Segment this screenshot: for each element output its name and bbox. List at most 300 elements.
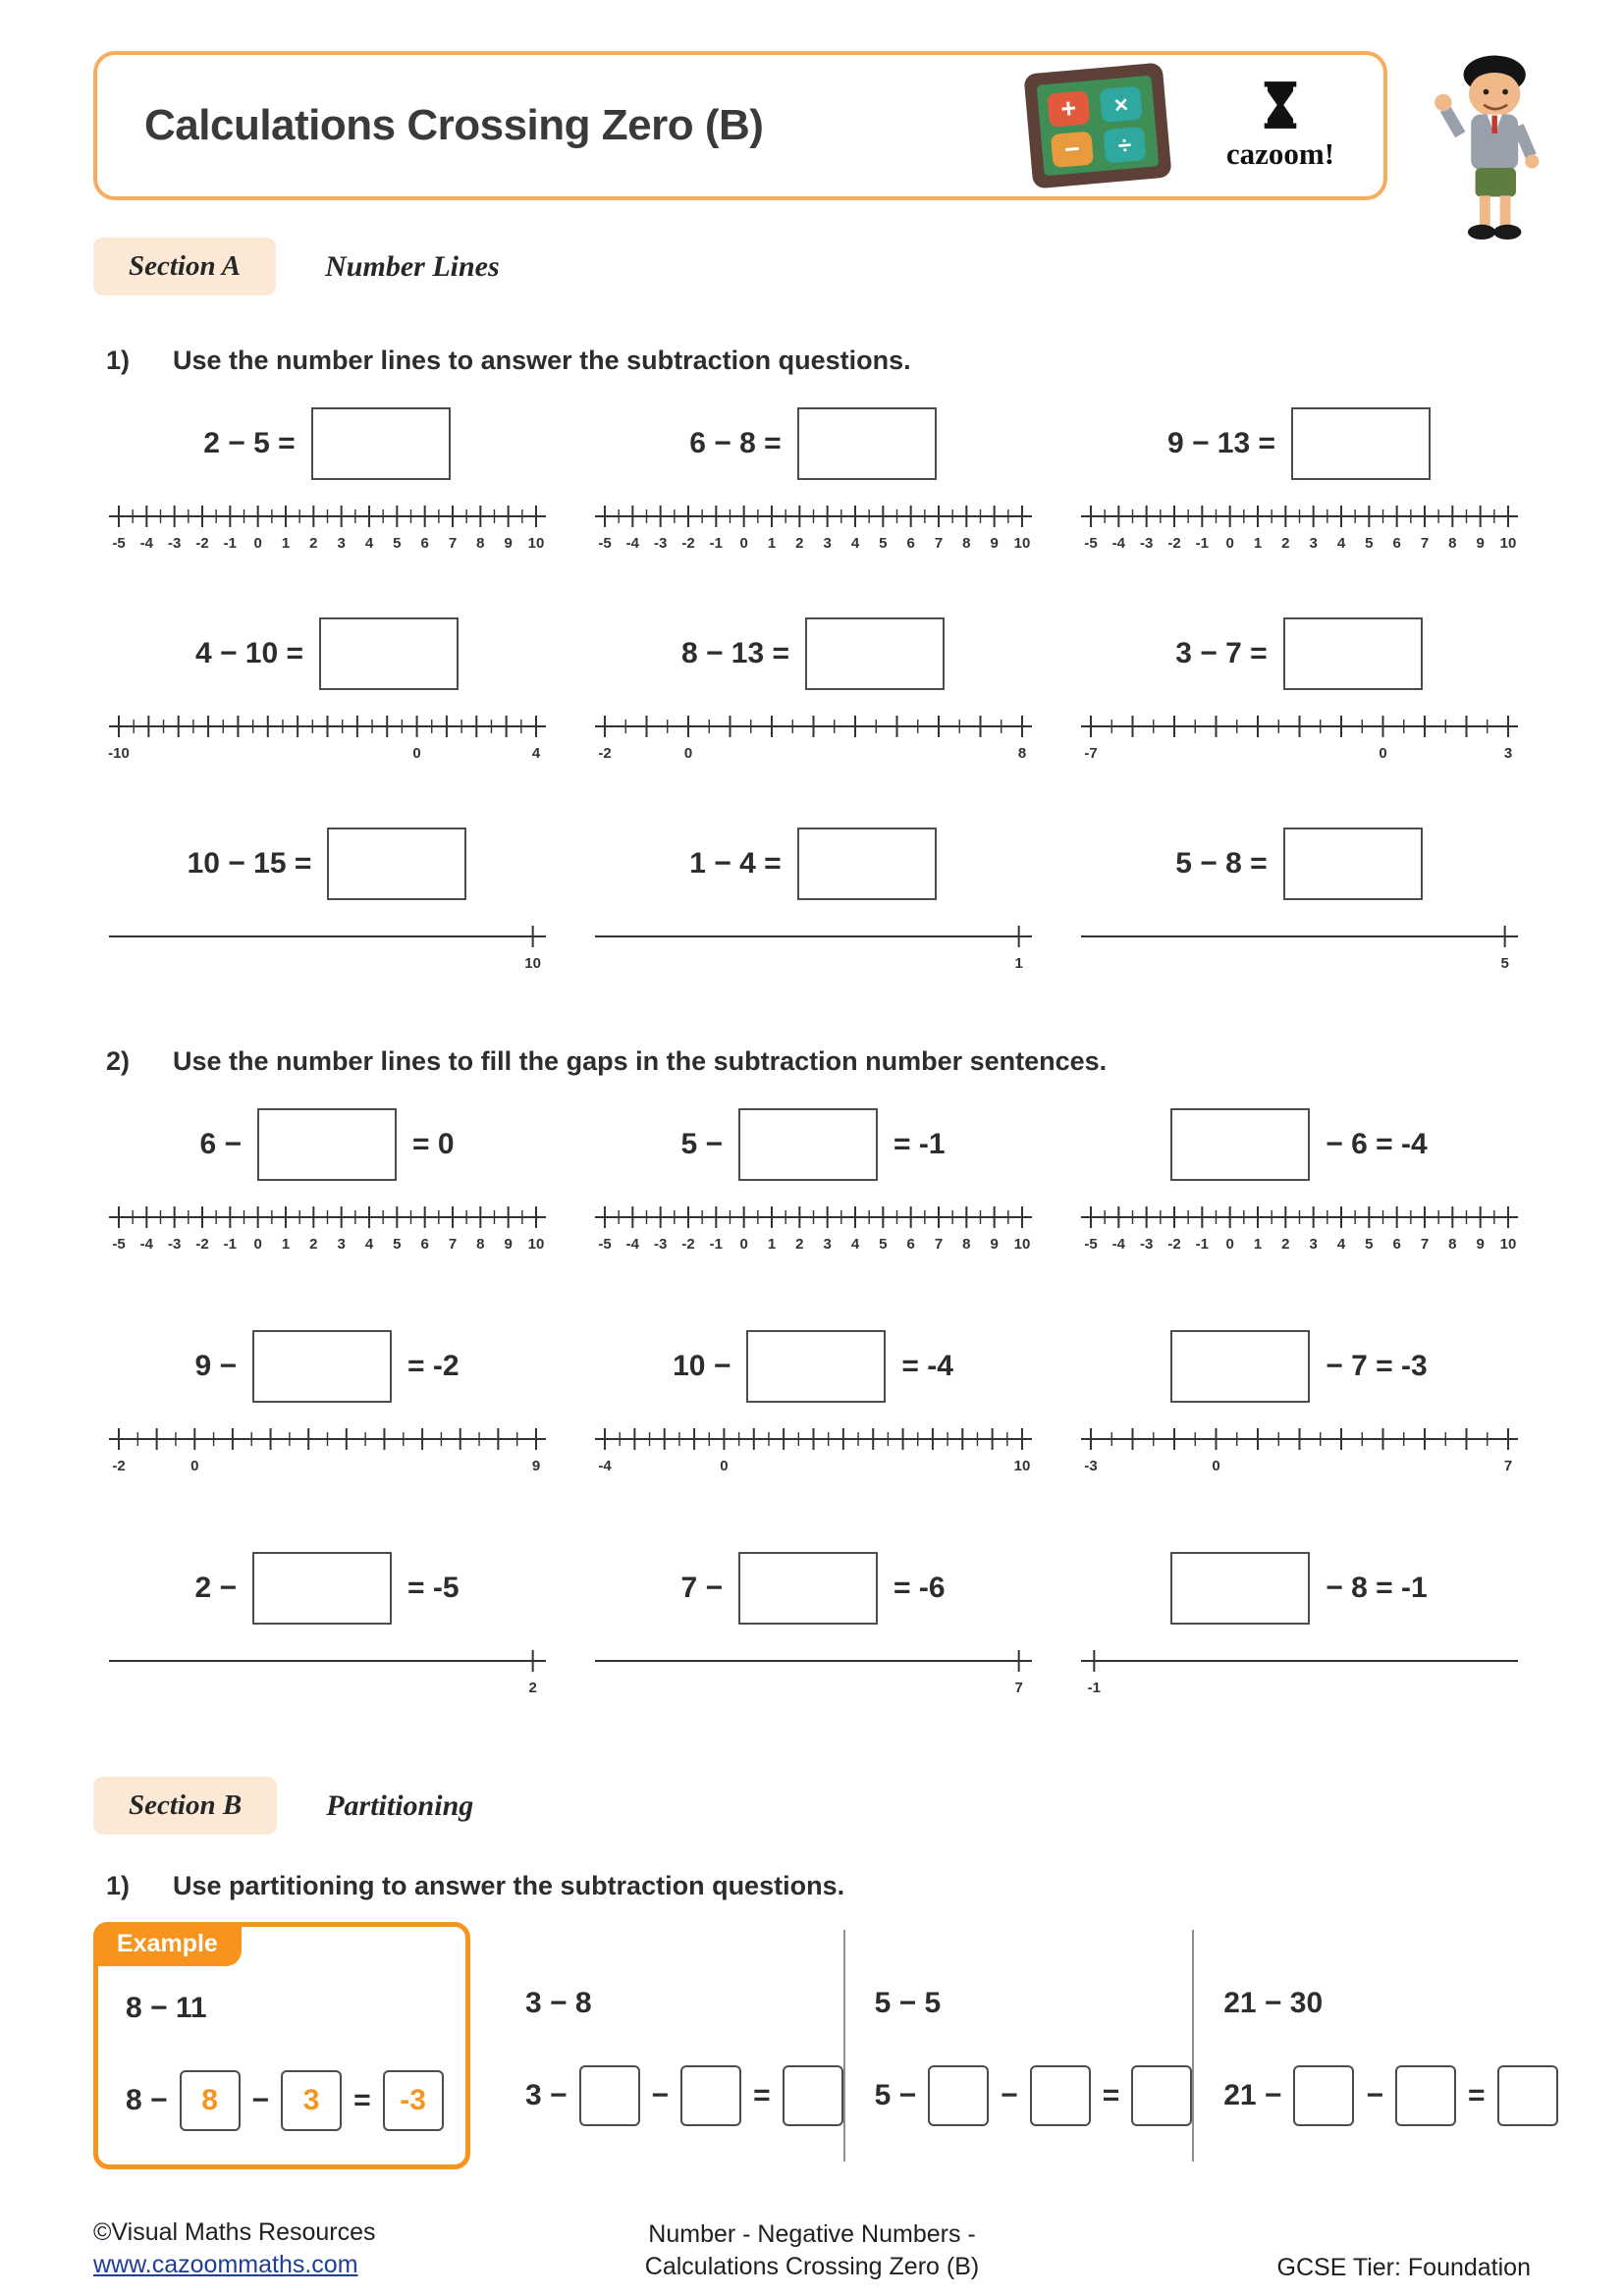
number-line (595, 1645, 1032, 1706)
equation-row (592, 1549, 1034, 1628)
partition-box[interactable] (281, 2070, 342, 2131)
question-text: Use partitioning to answer the subtraction questions. (173, 1871, 845, 1900)
svg-text:-1: -1 (1195, 535, 1209, 552)
svg-text:8: 8 (1447, 535, 1457, 552)
section-a-q2-grid (106, 1105, 1520, 1771)
svg-text:3: 3 (1503, 745, 1512, 762)
answer-box[interactable] (1283, 617, 1423, 690)
svg-text:0: 0 (252, 535, 262, 552)
section-b-header (93, 1777, 473, 1835)
partition-lead-text: 5 − (874, 2079, 917, 2111)
svg-text:3: 3 (1308, 535, 1318, 552)
svg-text:-3: -3 (653, 535, 667, 552)
equation-text: 5 − (680, 1128, 723, 1160)
partition-lead-text: 3 − (525, 2079, 568, 2111)
svg-text:-1: -1 (709, 1236, 723, 1253)
operator-text: = (1467, 2079, 1486, 2111)
svg-text:-5: -5 (1083, 535, 1098, 552)
partition-box[interactable] (1497, 2065, 1558, 2126)
gap-fill-problem (592, 1327, 1034, 1484)
svg-text:10: 10 (527, 1236, 544, 1253)
answer-box[interactable] (252, 1330, 392, 1403)
partition-problems (496, 1922, 1558, 2169)
equation-text: 8 − 13 = (680, 637, 790, 669)
number-line-wrap (1078, 711, 1520, 772)
boy-character-illustration (1428, 49, 1557, 263)
question-text: Use the number lines to fill the gaps in the subtraction number sentences. (173, 1046, 1108, 1076)
svg-text:-4: -4 (1111, 535, 1125, 552)
answer-box[interactable] (738, 1108, 878, 1181)
subtraction-problem (1078, 614, 1520, 772)
svg-text:9: 9 (989, 1236, 999, 1253)
answer-box[interactable] (327, 828, 466, 900)
svg-text:9: 9 (1475, 535, 1485, 552)
partition-box[interactable] (783, 2065, 843, 2126)
equation-text: 5 − 8 = (1175, 847, 1268, 880)
svg-text:-2: -2 (680, 1236, 695, 1253)
svg-text:4: 4 (364, 1236, 373, 1253)
svg-text:5: 5 (1364, 1236, 1374, 1253)
numberline-problem-row (106, 1549, 1520, 1706)
svg-text:-4: -4 (1111, 1236, 1125, 1253)
equation-text: 9 − (194, 1350, 237, 1382)
svg-text:5: 5 (1499, 955, 1509, 972)
svg-text:-3: -3 (1139, 1236, 1153, 1253)
svg-text:8: 8 (961, 1236, 971, 1253)
equation-text: 9 − 13 = (1166, 427, 1276, 459)
number-line-wrap (1078, 1645, 1520, 1706)
svg-text:-10: -10 (107, 745, 130, 762)
answer-box[interactable] (311, 407, 451, 480)
svg-text:0: 0 (1211, 1458, 1220, 1474)
operator-text: = (753, 2079, 771, 2111)
equation-row (106, 1327, 548, 1406)
answer-box[interactable] (319, 617, 459, 690)
number-line-wrap (1078, 921, 1520, 982)
answer-box[interactable] (797, 407, 937, 480)
partition-value: 3 (302, 2084, 320, 2116)
equation-text: 1 − 4 = (689, 847, 782, 880)
svg-text:6: 6 (905, 1236, 915, 1253)
number-line (595, 711, 1032, 772)
number-line (595, 1423, 1032, 1484)
svg-text:0: 0 (252, 1236, 262, 1253)
svg-text:7: 7 (1013, 1680, 1023, 1696)
tier-label: GCSE Tier: Foundation (1276, 2254, 1531, 2281)
partition-working-line (525, 2065, 843, 2126)
operator-text: = (1102, 2079, 1120, 2111)
svg-text:10: 10 (1013, 1236, 1030, 1253)
svg-text:0: 0 (189, 1458, 198, 1474)
equation-row (1078, 404, 1520, 483)
svg-text:0: 0 (1378, 745, 1387, 762)
answer-box[interactable] (746, 1330, 886, 1403)
svg-text:8: 8 (475, 535, 485, 552)
numberline-problem-row (106, 614, 1520, 772)
equation-row (1078, 1327, 1520, 1406)
partition-problem (496, 1922, 843, 2169)
operator-text: − (651, 2079, 670, 2111)
equation-text: 2 − 5 = (203, 427, 296, 459)
partition-problem-title: 5 − 5 (874, 1987, 942, 2019)
partition-section (93, 1922, 1531, 2169)
cazoom-logo-text: cazoom! (1225, 135, 1335, 171)
svg-text:6: 6 (1391, 535, 1401, 552)
svg-text:-3: -3 (653, 1236, 667, 1253)
svg-text:5: 5 (878, 1236, 888, 1253)
svg-text:9: 9 (503, 535, 513, 552)
equation-row (106, 614, 548, 693)
svg-text:2: 2 (308, 535, 318, 552)
gap-fill-problem (1078, 1105, 1520, 1262)
number-line-wrap (592, 1645, 1034, 1706)
svg-text:-2: -2 (1166, 1236, 1181, 1253)
question-a2 (106, 1046, 1107, 1077)
svg-text:3: 3 (822, 1236, 832, 1253)
subtraction-problem (592, 614, 1034, 772)
partition-problem-title: 21 − 30 (1223, 1987, 1324, 2019)
subtraction-problem (592, 825, 1034, 982)
equals-operator: = (353, 2084, 371, 2116)
equation-row (592, 614, 1034, 693)
worksheet-title: Calculations Crossing Zero (B) (144, 101, 764, 149)
equation-row (1078, 825, 1520, 903)
example-lead-text: 8 − (126, 2084, 168, 2116)
subtraction-problem (106, 614, 548, 772)
subtraction-problem (106, 404, 548, 561)
equation-text: = -2 (407, 1350, 460, 1382)
answer-box[interactable] (257, 1108, 397, 1181)
number-line-wrap (592, 501, 1034, 561)
number-line (595, 1201, 1032, 1262)
number-line (1081, 1423, 1518, 1484)
svg-text:-5: -5 (111, 1236, 126, 1253)
number-line (1081, 1645, 1518, 1706)
section-b-title: Partitioning (326, 1789, 474, 1822)
gap-fill-problem (592, 1105, 1034, 1262)
svg-text:4: 4 (850, 1236, 859, 1253)
equation-row (106, 1105, 548, 1184)
equation-text: 2 − (194, 1572, 237, 1604)
svg-text:7: 7 (448, 535, 457, 552)
svg-text:4: 4 (364, 535, 373, 552)
answer-box[interactable] (1291, 407, 1431, 480)
svg-text:5: 5 (392, 535, 402, 552)
section-b-label: Section B (93, 1777, 277, 1835)
gap-fill-problem (106, 1549, 548, 1706)
number-line-wrap (592, 921, 1034, 982)
subtraction-problem (1078, 404, 1520, 561)
topic-line-2: Calculations Crossing Zero (B) (644, 2252, 980, 2280)
number-line-wrap (1078, 501, 1520, 561)
number-line-wrap (592, 711, 1034, 772)
svg-text:-2: -2 (194, 1236, 209, 1253)
number-line (595, 501, 1032, 561)
svg-text:2: 2 (794, 535, 804, 552)
page-footer (93, 2216, 1531, 2283)
equation-text: = 0 (412, 1128, 455, 1160)
gap-fill-problem (106, 1327, 548, 1484)
svg-text:-5: -5 (111, 535, 126, 552)
svg-text:8: 8 (1447, 1236, 1457, 1253)
number-line (109, 711, 546, 772)
cazoom-website-link[interactable]: www.cazoommaths.com (93, 2251, 358, 2279)
partition-box[interactable] (383, 2070, 444, 2131)
subtraction-problem (1078, 825, 1520, 982)
svg-text:3: 3 (336, 535, 346, 552)
svg-text:+: + (1059, 92, 1078, 125)
svg-text:-2: -2 (1166, 535, 1181, 552)
svg-text:9: 9 (989, 535, 999, 552)
svg-text:10: 10 (1013, 535, 1030, 552)
partition-box[interactable] (1293, 2065, 1354, 2126)
svg-text:1: 1 (767, 1236, 776, 1253)
answer-box[interactable] (738, 1552, 878, 1625)
svg-text:7: 7 (934, 1236, 943, 1253)
svg-text:7: 7 (934, 535, 943, 552)
svg-text:9: 9 (1475, 1236, 1485, 1253)
number-line (109, 1423, 546, 1484)
svg-text:-4: -4 (625, 535, 639, 552)
svg-text:10: 10 (1499, 535, 1516, 552)
svg-text:÷: ÷ (1116, 132, 1133, 160)
minus-operator: − (251, 2084, 270, 2116)
svg-text:-2: -2 (597, 745, 612, 762)
equation-text: = -4 (901, 1350, 953, 1382)
subtraction-problem (592, 404, 1034, 561)
partition-problem (1194, 1922, 1557, 2169)
svg-text:0: 0 (411, 745, 421, 762)
equation-text: = -5 (407, 1572, 460, 1604)
svg-text:-4: -4 (139, 535, 153, 552)
partition-problem-title: 3 − 8 (525, 1987, 592, 2019)
footer-credit-block (93, 2216, 572, 2283)
svg-text:−: − (1062, 133, 1082, 165)
partition-value: 8 (201, 2084, 218, 2116)
example-box (93, 1922, 470, 2169)
section-a-title: Number Lines (325, 249, 500, 283)
gap-fill-problem (106, 1105, 548, 1262)
number-line (109, 501, 546, 561)
question-number: 1) (106, 1871, 131, 1900)
operator-text: − (1366, 2079, 1383, 2111)
svg-text:1: 1 (281, 1236, 290, 1253)
svg-text:-1: -1 (709, 535, 723, 552)
svg-text:-3: -3 (167, 535, 181, 552)
svg-text:-3: -3 (1139, 535, 1153, 552)
gap-fill-problem (1078, 1327, 1520, 1484)
svg-text:-7: -7 (1083, 745, 1098, 762)
equation-text: = -6 (893, 1572, 946, 1604)
subtraction-problem (106, 825, 548, 982)
hourglass-icon (1259, 80, 1302, 134)
svg-text:-5: -5 (597, 535, 612, 552)
answer-box[interactable] (805, 617, 945, 690)
partition-box[interactable] (1131, 2065, 1192, 2126)
equation-text: 6 − 8 = (689, 427, 782, 459)
partition-value: -3 (400, 2084, 426, 2116)
svg-text:1: 1 (281, 535, 290, 552)
svg-text:3: 3 (336, 1236, 346, 1253)
partition-working-line (1223, 2065, 1557, 2126)
svg-text:-3: -3 (1083, 1458, 1098, 1474)
partition-box[interactable] (180, 2070, 241, 2131)
svg-text:-2: -2 (194, 535, 209, 552)
svg-text:5: 5 (878, 535, 888, 552)
question-number: 1) (106, 346, 131, 375)
answer-box[interactable] (1170, 1108, 1310, 1181)
equation-text: 6 − (199, 1128, 242, 1160)
svg-text:2: 2 (1280, 535, 1290, 552)
svg-text:8: 8 (961, 535, 971, 552)
svg-text:6: 6 (1391, 1236, 1401, 1253)
svg-text:0: 0 (1224, 535, 1234, 552)
numberline-problem-row (106, 1105, 1520, 1262)
svg-text:7: 7 (448, 1236, 457, 1253)
number-line (595, 921, 1032, 982)
svg-text:-2: -2 (111, 1458, 126, 1474)
svg-text:10: 10 (527, 535, 544, 552)
number-line-wrap (592, 1201, 1034, 1262)
svg-text:4: 4 (850, 535, 859, 552)
svg-text:-5: -5 (597, 1236, 612, 1253)
equation-row (106, 825, 548, 903)
example-problem-title: 8 − 11 (126, 1992, 207, 2024)
equation-text: 10 − (673, 1350, 731, 1382)
operator-text: − (1001, 2079, 1018, 2111)
partition-working-line (875, 2065, 1193, 2126)
svg-text:9: 9 (503, 1236, 513, 1253)
svg-text:0: 0 (719, 1458, 729, 1474)
equation-text: 3 − 7 = (1175, 637, 1268, 669)
svg-text:2: 2 (527, 1680, 537, 1696)
svg-text:-2: -2 (680, 535, 695, 552)
svg-text:2: 2 (1280, 1236, 1290, 1253)
svg-text:1: 1 (767, 535, 776, 552)
number-line-wrap (1078, 1423, 1520, 1484)
svg-text:10: 10 (1499, 1236, 1516, 1253)
answer-box[interactable] (1283, 828, 1423, 900)
equation-row (592, 825, 1034, 903)
number-line-wrap (1078, 1201, 1520, 1262)
number-line-wrap (106, 921, 548, 982)
svg-text:-1: -1 (1087, 1680, 1101, 1696)
svg-text:1: 1 (1013, 955, 1023, 972)
svg-text:7: 7 (1420, 1236, 1429, 1253)
equation-row (592, 1105, 1034, 1184)
svg-text:10: 10 (523, 955, 541, 972)
svg-text:8: 8 (1017, 745, 1026, 762)
svg-text:×: × (1112, 91, 1130, 120)
number-line (109, 1201, 546, 1262)
equation-row (1078, 614, 1520, 693)
number-line (109, 921, 546, 982)
math-chalkboard-icon (1019, 60, 1176, 192)
question-a1 (106, 346, 911, 376)
example-label: Example (93, 1922, 242, 1966)
equation-text: − 6 = -4 (1326, 1128, 1428, 1160)
partition-lead-text: 21 − (1223, 2079, 1282, 2111)
partition-box[interactable] (680, 2065, 741, 2126)
equation-row (106, 404, 548, 483)
svg-text:3: 3 (1308, 1236, 1318, 1253)
equation-text: 10 − 15 = (187, 847, 312, 880)
svg-text:2: 2 (308, 1236, 318, 1253)
equation-text: 7 − (680, 1572, 723, 1604)
svg-text:6: 6 (905, 535, 915, 552)
copyright-text: ©Visual Maths Resources (93, 2217, 376, 2246)
number-line (109, 1645, 546, 1706)
svg-text:7: 7 (1420, 535, 1429, 552)
svg-text:4: 4 (531, 745, 540, 762)
svg-text:-1: -1 (223, 1236, 237, 1253)
svg-text:6: 6 (419, 1236, 429, 1253)
svg-text:3: 3 (822, 535, 832, 552)
answer-box[interactable] (1170, 1330, 1310, 1403)
svg-text:2: 2 (794, 1236, 804, 1253)
number-line (1081, 1201, 1518, 1262)
partition-box[interactable] (579, 2065, 640, 2126)
svg-text:4: 4 (1336, 1236, 1345, 1253)
number-line (1081, 921, 1518, 982)
partition-box[interactable] (1395, 2065, 1456, 2126)
equation-row (592, 404, 1034, 483)
number-line-wrap (592, 1423, 1034, 1484)
svg-text:1: 1 (1253, 535, 1262, 552)
svg-text:6: 6 (419, 535, 429, 552)
equation-text: − 7 = -3 (1326, 1350, 1428, 1382)
question-number: 2) (106, 1046, 131, 1076)
svg-text:5: 5 (1364, 535, 1374, 552)
cazoom-logo (1207, 80, 1354, 172)
worksheet-header (93, 51, 1387, 200)
partition-box[interactable] (1030, 2065, 1091, 2126)
numberline-problem-row (106, 825, 1520, 982)
numberline-problem-row (106, 404, 1520, 561)
equation-row (592, 1327, 1034, 1406)
answer-box[interactable] (797, 828, 937, 900)
svg-text:-4: -4 (597, 1458, 612, 1474)
partition-box[interactable] (928, 2065, 989, 2126)
section-a-label: Section A (93, 238, 276, 295)
number-line (1081, 711, 1518, 772)
svg-text:-4: -4 (625, 1236, 639, 1253)
equation-row (106, 1549, 548, 1628)
answer-box[interactable] (1170, 1552, 1310, 1625)
svg-text:5: 5 (392, 1236, 402, 1253)
question-text: Use the number lines to answer the subtraction questions. (173, 346, 911, 375)
svg-text:1: 1 (1253, 1236, 1262, 1253)
question-b1 (106, 1871, 844, 1901)
svg-text:10: 10 (1013, 1458, 1030, 1474)
number-line-wrap (106, 1645, 548, 1706)
number-line-wrap (106, 711, 548, 772)
svg-text:0: 0 (683, 745, 692, 762)
number-line-wrap (106, 1423, 548, 1484)
section-a-q1-grid (106, 404, 1520, 1035)
equation-text: = -1 (893, 1128, 946, 1160)
example-working-line (126, 2070, 446, 2131)
equation-text: 4 − 10 = (194, 637, 304, 669)
footer-topic-block (572, 2218, 1052, 2282)
equation-row (1078, 1105, 1520, 1184)
equation-row (1078, 1549, 1520, 1628)
answer-box[interactable] (252, 1552, 392, 1625)
svg-text:-5: -5 (1083, 1236, 1098, 1253)
svg-text:0: 0 (738, 535, 748, 552)
svg-text:8: 8 (475, 1236, 485, 1253)
number-line (1081, 501, 1518, 561)
